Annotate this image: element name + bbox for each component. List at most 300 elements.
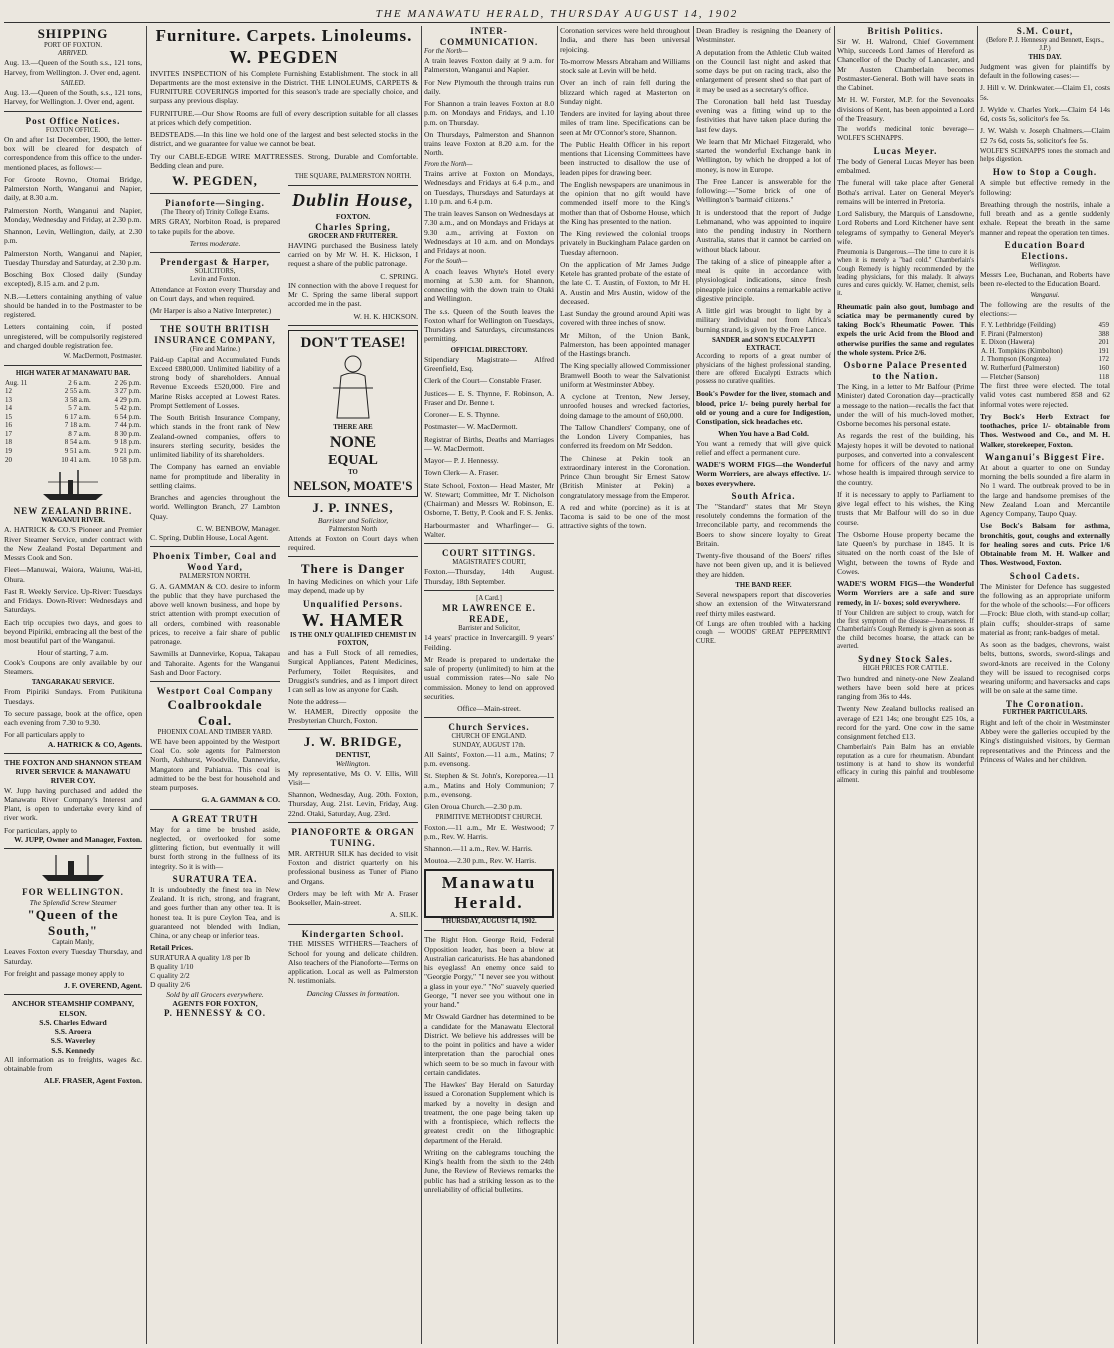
price-row: SURATURA A quality 1/8 per lb	[150, 952, 251, 962]
woods-text: Of Lungs are often troubled with a hacking cough — WOODS' GREAT PEPPERMINT CURE.	[696, 620, 831, 645]
levin-text: Levin and Foxton.	[189, 276, 241, 284]
news-item: The Minister for Defence has suggested the following as an appropriate uniform for the whole of the schools:—For officers—Frock: Blue cloth, with stand-up collar; plain cuffs; shoulder-straps of same material as front; rank-badges of metal.	[980, 581, 1110, 637]
north-label: For the North—	[424, 47, 468, 55]
this-day-heading: THIS DAY.	[1028, 53, 1062, 61]
visits-text: Shannon, Wednesday, Aug. 20th. Foxton, Thursday, Aug. 21st. Levin, Friday, Aug. 22nd. Otaki, Saturday, Aug. 23rd.	[288, 790, 418, 818]
news-item: It is understood that the report of Judge Lehmanand, who was appointed to inquire into the pending industry in Northern Australia, states that it cannot be carried on without black labour.	[696, 207, 831, 254]
coalbrook-heading: Coalbrookdale Coal.	[167, 696, 263, 728]
post-text: For Groote Rovno, Otomai Bridge, Palmerston North, Wanganui and Napier, daily, at 8.30 a.m.	[4, 174, 142, 203]
tide-cell: 8 54 a.m.	[64, 438, 91, 447]
palmerston-text: Palmerston North	[328, 525, 378, 533]
south-africa-heading: South Africa.	[731, 490, 796, 501]
tide-row	[4, 396, 142, 405]
westport-heading: Westport Coal Company	[156, 686, 274, 697]
ship-name: S.S. Aroera	[54, 1027, 92, 1037]
jupp-text: W. Jupp having purchased and added the Manawatu River Company's Interest and Plant, is open to undertake every kind of river work.	[4, 785, 142, 823]
charles-heading: Charles Spring,	[315, 221, 391, 232]
result-row	[980, 355, 1110, 364]
vote-count: 201	[1098, 338, 1109, 347]
big-fire-heading: Wanganui's Biggest Fire.	[984, 451, 1106, 462]
british-politics-heading: British Politics.	[867, 26, 944, 36]
mag-court-heading: MAGISTRATE'S COURT,	[452, 559, 526, 567]
news-item: On the application of Mr James Judge Ketele has granted probate of the estate of the late C. T. Austin, of Foxton, to Mr H. A. Austin and Mrs Austin, widow of the deceased.	[560, 259, 690, 306]
directory-entry: Justices— E. S. Thynne, F. Robinson, A. Fraser and Dr. Benne t.	[424, 388, 554, 407]
tide-cell: 14	[5, 404, 12, 413]
foxton-heading: FOXTON.	[335, 212, 371, 222]
wellington-text: Wellington.	[335, 759, 371, 769]
tide-cell: 2 26 p.m.	[114, 378, 141, 387]
spring-local-agent: C. Spring, Dublin House, Local Agent.	[150, 533, 269, 543]
great-truth-text: May for a time be brushed aside, neglected, or overlooked for some glittering fiction, but eventually it will burst forth strong in the fullness of its integrity. So it is with—	[150, 824, 280, 871]
tide-row	[4, 404, 142, 413]
column-rule	[146, 26, 147, 1344]
ship-name: S.S. Charles Edward	[39, 1017, 107, 1027]
news-item: Over an inch of rain fell during the blizzard which raged at Masterton on Sunday night.	[560, 78, 690, 106]
directory-entry: Harbourmaster and Wharfinger— G. Walter.	[424, 520, 554, 539]
tide-cell: 6 54 p.m.	[114, 412, 141, 421]
case-item: J. Hill v. W. Drinkwater.—Claim £1, costs 5s.	[980, 83, 1110, 102]
pain-balm-text: Chamberlain's Pain Balm has an enviable reputation as a cure for rheumatism. Abundant testimony is at hand to show its wonderful efficacy in curing this painful and troublesome ailment.	[837, 744, 974, 785]
nelson-moate-text: NELSON, MOATE'S	[293, 477, 413, 493]
news-item: Tenders are invited for laying about three miles of tram line. Specifications can be seen at Mr O'Connor's store, Shannon.	[560, 109, 690, 137]
tide-cell: 19	[5, 447, 12, 456]
candidate-name: F. Pirani (Palmerston)	[981, 329, 1043, 338]
wolfe-text: The world's medicinal tonic beverage—WOLFE'S SCHNAPPS.	[837, 126, 974, 142]
fraser-signature: ALF. FRASER, Agent Foxton.	[43, 1076, 142, 1086]
masthead-rule	[4, 22, 1110, 23]
reade-heading: MR LAWRENCE E. READE,	[442, 603, 536, 625]
westport-text: WE have been appointed by the Westport Coal Co. sole agents for Palmerston North, Ashhurst, Woodville, Dannevirke, Mangatoro and Pahiatua. This coal is admitted to be the best for household and steam purposes.	[150, 736, 280, 793]
directory-entry: Stipendiary Magistrate— Alfred Greenfield, Esq.	[424, 354, 554, 374]
phoenix-heading: Phoenix Timber, Coal and Wood Yard,	[152, 551, 278, 573]
phoenix-location: PALMERSTON NORTH.	[179, 573, 251, 581]
band-reef-heading: THE BAND REEF.	[735, 581, 792, 589]
there-are-text: THERE ARE	[333, 424, 373, 432]
news-item: If it is necessary to apply to Parliament to give legal effect to his wishes, the King trusts that Mr Balfour will do so in due course.	[837, 489, 974, 527]
column-8	[980, 26, 1110, 1344]
case-item: J. W. Walsh v. Joseph Chalmers.—Claim £2 7s 6d, costs 5s, solicitor's fee 5s.	[980, 126, 1110, 145]
queen-heading: "Queen of the South,"	[27, 907, 119, 939]
bock-balsam-text: Use Bock's Balsam for asthma, bronchitis, gout, coughs and externally for healing sores and cuts. Price 1/6 Obtainable from M. H. Walker and Thos. Westwood, Foxton.	[980, 521, 1110, 568]
official-heading: OFFICIAL DIRECTORY.	[450, 346, 528, 354]
danger-heading: There is Danger	[300, 561, 406, 577]
directory-entry: Town Clerk— A. Fraser.	[424, 468, 499, 478]
result-row	[980, 364, 1110, 373]
suratura-heading: SURATURA TEA.	[172, 873, 258, 884]
jupp-apply: For particulars, apply to	[4, 825, 77, 835]
office-text: Office—Main-street.	[457, 704, 521, 714]
cold-text: You want a remedy that will give quick relief and effect a permanent cure.	[696, 438, 831, 457]
fleet-text: Fleet—Manuwai, Waiora, Waiunu, Wai-iti, Ohura.	[4, 565, 142, 584]
result-row	[980, 373, 1110, 382]
tide-cell: 5 7 a.m.	[68, 404, 91, 413]
issue-date: THURSDAY, AUGUST 14, 1902.	[441, 918, 537, 926]
vote-count: 172	[1098, 355, 1109, 364]
masthead: THE MANAWATU HERALD, THURSDAY AUGUST 14, 1902	[375, 8, 739, 20]
train-text: Trains arrive at Foxton on Mondays, Wednesdays and Fridays at 6.4 p.m., and on Tuesdays, Thursdays and Saturdays at 1.10 p.m. and 6.4 p.m.	[424, 169, 554, 206]
news-item: Lord Salisbury, the Marquis of Lansdowne, Lord Roberts and Lord Kitchener have sent telegrams of sympathy to General Meyer's wife.	[837, 209, 974, 246]
shipping-heading: SHIPPING	[37, 26, 109, 41]
sm-court-heading: S.M. Court,	[1016, 26, 1074, 36]
column-2	[150, 26, 418, 1344]
news-item: Messrs Lee, Buchanan, and Roberts have been re-elected to the Education Board.	[980, 270, 1110, 289]
candidate-name: W. Rutherfurd (Palmerston)	[981, 364, 1060, 372]
sailed-text: Aug. 13.—Queen of the South, s.s., 121 tons, Harvey, for Wellington. J. Over end, agent.	[4, 88, 142, 107]
news-item: The King reviewed the colonial troops privately in Buckingham Palace garden on Tuesday afternoon.	[560, 229, 690, 257]
further-heading: FURTHER PARTICULARS.	[1002, 709, 1088, 717]
hatrick-agent: A. HATRICK & CO, Agents.	[47, 739, 142, 749]
news-item: The taking of a slice of pineapple after a meal is quite in accordance with physiological indications, since fresh pineapple juice contains a remarkable active digestive principle.	[696, 256, 831, 303]
case-item: J. Wylde v. Charles York.—Claim £4 14s 6d, costs 5s, solicitor's fee 5s.	[980, 104, 1110, 124]
silk-text: MR. ARTHUR SILK has decided to visit Foxton and district quarterly on his professional business as Tuner of Piano and Organs.	[288, 848, 418, 886]
suratura-text: It is undoubtedly the finest tea in New Zealand. It is rich, strong, and fragrant, and goes further than any other tea. It is honest tea. It is pure Ceylon Tea, and is guaranteed not blended with Indian, China, or any cheap or inferior teas.	[150, 884, 280, 941]
tide-cell: 2 55 a.m.	[64, 387, 91, 396]
attends-text: Attends at Foxton on Court days when required.	[288, 533, 418, 553]
coronation-heading: The Coronation.	[1005, 698, 1085, 709]
price-row: D quality 2/6	[150, 980, 191, 990]
before-text: (Before P. J. Hennessy and Bennett, Esqrs., J.P.)	[986, 36, 1104, 53]
tide-cell: 13	[5, 395, 12, 404]
tide-cell: 4 29 p.m.	[114, 395, 141, 404]
pegden-text: INVITES INSPECTION of his Complete Furnishing Establishment. The stock in all Departments are the most extensive in the District. THE LINOLEUMS, CARPETS & FURNITURE COVERINGS imported for this season's trade are specially choice, and surpass any previous display.	[150, 68, 418, 106]
tangarakau-text: From Pipiriki Sundays. From Putikituna Tuesdays.	[4, 687, 142, 706]
news-item: Dean Bradley is resigning the Deanery of Westminster.	[696, 26, 831, 45]
freight-text: For freight and passage money apply to	[4, 968, 125, 978]
tide-cell: 5 42 p.m.	[114, 404, 141, 413]
candidate-name: F. Y. Lethbridge (Feilding)	[981, 321, 1056, 330]
sold-text: Sold by all Grocers everywhere.	[166, 989, 264, 999]
tide-cell: 15	[5, 412, 12, 421]
danger-text: In having Medicines on which your Life may depend, made up by	[288, 577, 418, 596]
solicitors-text: SOLICITORS,	[194, 268, 236, 276]
tide-cell: 12	[5, 387, 12, 396]
hamer-heading: W. HAMER	[301, 609, 405, 630]
service-text: Foxton.—11 a.m., Mr E. Westwood; 7 p.m., Rev. W. Harris.	[424, 822, 554, 841]
kindergarten-heading: Kindergarten School.	[301, 928, 405, 939]
ship-name: S.S. Kennedy	[51, 1045, 95, 1055]
to-text: TO	[348, 469, 358, 477]
judgment-text: Judgment was given for plaintiffs by default in the following cases:—	[980, 61, 1110, 81]
postmaster-signature: W. MacDermott, Postmaster.	[63, 353, 142, 361]
port-heading: PORT OF FOXTON.	[43, 41, 103, 49]
train-text: The s.s. Queen of the South leaves the Foxton wharf for Wellington on Tuesdays, Thursdays and Saturdays, circumstances permitting.	[424, 306, 554, 344]
result-row	[980, 338, 1110, 347]
trip-text: Each trip occupies two days, and goes to beyond Pipiriki, embracing all the best of the most beautiful part of the Wanganui.	[4, 617, 142, 646]
post-text: Shannon, Levin, Wellington, daily, at 2.30 p.m.	[4, 227, 142, 246]
hour-text: Hour of starting, 7 a.m.	[37, 648, 109, 658]
anchor-info: All information as to freights, wages &c. obtainable from	[4, 1054, 142, 1074]
osborne-heading: Osborne Palace Presented to the Nation.	[843, 360, 968, 382]
tide-cell: 7 18 a.m.	[64, 421, 91, 430]
directory-entry: Coroner— E. S. Thynne.	[424, 410, 500, 420]
gamman-text: G. A. GAMMAN & CO. desire to inform the public that they have purchased the above well known business, and hope by strict attention with prompt execution of all orders, combined with reasonable prices, to receive a fair share of public patronage.	[150, 581, 280, 647]
sb-text: The Company has earned an enviable name for promptitude and liberality in settling claims.	[150, 462, 280, 490]
bock-herb-text: Try Bock's Herb Extract for toothaches, price 1/- obtainable from Thos. Westwood and Co., and M. H. Walker, storekeeper, Foxton.	[980, 411, 1110, 449]
phoenix-yard: PHOENIX COAL AND TIMBER YARD.	[157, 728, 273, 736]
cold-heading: When You have a Bad Cold.	[718, 429, 809, 439]
candidate-name: — Fletcher (Sanson)	[981, 372, 1040, 381]
reade-text: 14 years' practice in Invercargill. 9 years' Feilding.	[424, 633, 554, 652]
tide-cell: Aug. 11	[5, 378, 28, 387]
lucas-meyer-heading: Lucas Meyer.	[873, 145, 938, 156]
dentist-text: DENTIST,	[335, 750, 371, 760]
sb-text: Branches and agencies throughout the world. Wellington Branch, 27 Lambton Quay.	[150, 493, 280, 521]
tangarakau-heading: TANGARAKAU SERVICE.	[31, 679, 115, 687]
news-item: The Public Health Officer in his report mentions that Licensing Committees have been instructed to disallow the use of leaden pipes for drawing beer.	[560, 139, 690, 177]
cook-text: Cook's Coupons are only available by our Steamers.	[4, 657, 142, 676]
post-text: N.B.—Letters containing anything of value should be handed in to the Postmaster to be registered.	[4, 291, 142, 320]
column-5	[560, 26, 690, 1344]
service-text: All Saints', Foxton.—11 a.m., Matins; 7 p.m. evensong.	[424, 749, 554, 769]
wellington-label: Wellington.	[1029, 261, 1061, 269]
article-text: The Right Hon. George Reid, Federal Opposition leader, has been a blow at Australian caricaturists. He has abandoned his eyeglass! An enemy once said to "Georgie Porgy," "I never see you without a glass in your eye." "No" suavely queried George, "I never see you without one in your hand."	[424, 935, 554, 1010]
post-text: Palmerston North, Wanganui and Napier, Monday, Wednesday and Friday, at 2.30 p.m.	[4, 205, 142, 224]
result-row	[980, 347, 1110, 356]
pneumonia-text: Pneumonia is Dangerous.—The time to cure it is when it is merely a "bad cold." Chamberlain's Cough Remedy is highly recommended by the leading physicians, for this malady. It always cures and cures quickly. W. Hamer, chemist, sells it.	[837, 249, 974, 298]
column-6	[696, 26, 831, 1344]
foxton-shannon-heading: THE FOXTON AND SHANNON STEAM RIVER SERVICE & MANAWATU RIVER COY.	[4, 757, 142, 786]
stop-cough-heading: How to Stop a Cough.	[992, 167, 1098, 178]
dont-tease-heading: DON'T TEASE!	[300, 334, 406, 351]
retail-heading: Retail Prices.	[150, 943, 194, 953]
gray-text: MRS GRAY, Norbiton Road, is prepared to take pupils for the above.	[150, 217, 280, 236]
tide-cell: 9 18 p.m.	[114, 438, 141, 447]
bridge-heading: J. W. BRIDGE,	[303, 734, 403, 750]
coe-heading: CHURCH OF ENGLAND.	[451, 733, 527, 741]
spring-text: HAVING purchased the Business lately carried on by Mr W. H. K. Hickson, I request a share of the public patronage.	[288, 240, 418, 269]
news-item: The funeral will take place after General Botha's arrival. Later on General Meyer's remains will be interred in Pretoria.	[837, 178, 974, 206]
news-item: Mr H. W. Forster, M.P. for the Sevenoaks divisions of Kent, has been appointed a Lord of the Treasury.	[837, 95, 974, 123]
tide-cell: 20	[5, 455, 12, 464]
news-item: Sir W. H. Walrond, Chief Government Whip, succeeds Lord James of Hereford as Chancellor of the Duchy of Lancaster, and Mr Austen Chamberlain becomes Postmaster-General. Both will have seats in the Cabinet.	[837, 36, 974, 93]
article-text: Writing on the cablegrams touching the King's health from the sixth to the 24th June, the Review of Reviews remarks the public has had a striking lesson as to the unreliability of official bulletins.	[424, 1147, 554, 1194]
sailed-label: SAILED.	[60, 79, 86, 87]
news-item: Several newspapers report that discoveries show an extension of the Witwatersrand reef thirty miles eastward.	[696, 590, 831, 618]
benbow-signature: C. W. BENBOW, Manager.	[196, 523, 280, 533]
jupp-signature: W. JUPP, Owner and Manager, Foxton.	[14, 834, 142, 844]
news-item: The body of General Lucas Meyer has been embalmed.	[837, 156, 974, 175]
innes-heading: J. P. INNES,	[312, 500, 394, 516]
news-item: The Osborne House property became the late Queen's by purchase in 1845. It is situated on the north coast of the Isle of Wight, between the towns of Ryde and Cowes.	[837, 529, 974, 576]
sydney-heading: Sydney Stock Sales.	[858, 654, 953, 665]
spring-signature: C. SPRING.	[380, 271, 418, 281]
news-item: Right and left of the choir in Westminster Abbey were the galleries occupied by the King's distinguished visitors, by German representatives and the Princess and the Princess of Wales and her children.	[980, 717, 1110, 764]
book-powder-text: Book's Powder for the liver, stomach and blood, price 1/- being purely herbal for old or young and a cure for Indigestion, Constipation, sick headaches etc.	[696, 389, 831, 427]
pegden-text: FURNITURE.—Our Show Rooms are full of every description suitable for all classes at prices which defy competition.	[150, 108, 418, 127]
hamer-address: W. HAMER, Directly opposite the Presbyterian Church, Foxton.	[288, 706, 418, 725]
sb-text: The South British Insurance Company, which stands in the front rank of New Zealand-owned companies, offers to insurers sterling security, besides the unlimited liability of its shareholders.	[150, 413, 280, 460]
for-wellington-heading: FOR WELLINGTON.	[22, 887, 124, 898]
pegden-heading: W. PEGDEN	[229, 46, 339, 67]
tide-cell: 6 17 a.m.	[64, 412, 91, 421]
train-text: For New Plymouth the through trains run daily.	[424, 77, 554, 96]
vote-count: 118	[1098, 372, 1109, 381]
church-heading: Church Services.	[448, 722, 530, 733]
wanganui-label: Wanganui.	[1030, 291, 1060, 299]
south-label: For the South—	[424, 258, 468, 266]
hickson-signature: W. H. K. HICKSON.	[353, 311, 418, 321]
furniture-banner: Furniture. Carpets. Linoleums.	[155, 26, 413, 45]
reade-sub: Barrister and Solicitor,	[458, 625, 520, 633]
rheumatic-text: Rheumatic pain also gout, lumbago and sciatica may be permanently cured by taking Bock's Rheumatic Power. This expels the uric Acid from the Blood and otherwise purifies the same and regulates the whole system. Price 2/6.	[837, 301, 974, 357]
tide-row	[4, 387, 142, 396]
tide-cell: 9 51 a.m.	[64, 447, 91, 456]
post-office-sub: FOXTON OFFICE.	[45, 126, 101, 134]
stop-cough-text: A simple but effective remedy in the following:	[980, 178, 1110, 197]
news-item: The "Standard" states that Mr Steyn resolutely condemns the formation of the Irreconcilable party, and recommends the Boers to show sincere loyalty to Great Britain.	[696, 501, 831, 548]
news-item: The Coronation ball held last Tuesday evening was a fitting wind up to the festivities that have taken place during the last few days.	[696, 96, 831, 134]
hatrick-text: A. HATRICK & CO.'S Pioneer and Premier River Steamer Service, under contract with the New Zealand Postal Department and Messrs Cook and Son.	[4, 525, 142, 563]
piano-heading: Pianoforte—Singing.	[165, 198, 265, 209]
post-office-heading: Post Office Notices.	[25, 115, 121, 126]
hennessy-heading: P. HENNESSY & CO.	[163, 1008, 267, 1019]
news-item: As regards the rest of the building, his Majesty hopes it will be devoted to national purposes, and converted into a convalescent home for officers of the navy and army whose health is impaired through service to the country.	[837, 431, 974, 487]
wolfe-text: WOLFE'S SCHNAPPS tones the stomach and helps digestion.	[980, 147, 1110, 164]
tide-row	[4, 413, 142, 422]
post-text: Bosching Box Closed daily (Sunday excepted), 8.15 a.m. and 2 p.m.	[4, 270, 142, 289]
pegden-address: THE SQUARE, PALMERSTON NORTH.	[294, 173, 412, 181]
passage-text: To secure passage, book at the office, open each evening from 7.30 to 9.30.	[4, 708, 142, 728]
news-item: The Tallow Chandlers' Company, one of the London Livery Companies, has conferred its freedom on Mr Seddon.	[560, 422, 690, 451]
captain-text: Captain Manly,	[52, 939, 94, 947]
news-item: Coronation services were held throughout India, and there has been universal rejoicing.	[560, 26, 690, 54]
train-text: On Thursdays, Palmerston and Shannon trains leave Foxton at 8.20 a.m. for the North.	[424, 129, 554, 158]
ship-illustration	[38, 468, 108, 502]
train-text: A train leaves Foxton daily at 9 a.m. for Palmerston, Wanganui and Napier.	[424, 56, 554, 75]
nz-brine-heading: NEW ZEALAND BRINE.	[13, 506, 133, 517]
arrived-label: ARRIVED.	[58, 50, 88, 58]
tide-table	[4, 379, 142, 464]
news-item: Twenty-five thousand of the Boers' rifles have not been given up, and it is believed they are hidden.	[696, 551, 831, 579]
tide-cell: 16	[5, 421, 12, 430]
tide-cell: 10 41 a.m.	[61, 455, 91, 464]
dublin-heading: Dublin House,	[291, 190, 415, 211]
none-text: NONE	[329, 433, 377, 451]
steamer-illustration	[38, 853, 108, 883]
vote-count: 388	[1098, 329, 1109, 338]
news-item: The Chinese at Pekin took an extraordinary interest in the Coronation. Prince Chun brought Sir Ernest Satow (British Minister at Pekin) a congratulatory message from the Emperor.	[560, 453, 690, 500]
news-item: A cyclone at Trenton, New Jersey, unroofed houses and wrecked factories, doing damage to the amount of £60,000.	[560, 392, 690, 420]
great-truth-heading: A GREAT TRUTH	[171, 813, 259, 824]
prendergast-heading: Prendergast & Harper,	[160, 257, 270, 268]
column-rule	[834, 26, 835, 1344]
column-rule	[421, 26, 422, 1344]
silk-signature: A. SILK.	[389, 910, 418, 920]
tide-cell: 2 6 a.m.	[68, 378, 91, 387]
grocer-heading: GROCER AND FRUITERER.	[308, 232, 398, 240]
news-item: The following are the results of the elections:—	[980, 299, 1110, 319]
directory-entry: Clerk of the Court— Constable Fraser.	[424, 376, 542, 386]
tide-cell: 8 30 p.m.	[114, 429, 141, 438]
tide-cell: 3 27 p.m.	[114, 387, 141, 396]
election-results-table	[980, 321, 1110, 381]
price-row: B quality 1/10	[150, 961, 194, 971]
news-item: As soon as the badges, chevrons, waist belts, buttons, swords, sword-slings and sword-knots are received in the Colony they will be issued to recognised corps wearing uniform; and haversacks and caps will be on sale at the same time.	[980, 640, 1110, 696]
news-item: Two hundred and ninety-one New Zealand wethers have been sold here at prices ranging from 36s to 44s.	[837, 673, 974, 702]
column-rule	[977, 26, 978, 1344]
candidate-name: J. Thompson (Kongotea)	[981, 355, 1051, 364]
news-item: The Free Lancer is answerable for the following:—"Some brick of one of Wellington's 'barmaid' citizens."	[696, 176, 831, 205]
news-item: A red and white (porcine) as it is at Tacoma is said to be one of the most attractive sights of the town.	[560, 502, 690, 531]
dancing-text: Dancing Classes in formation.	[306, 988, 400, 998]
agents-foxton: AGENTS FOR FOXTON,	[172, 998, 258, 1008]
croup-text: If Your Children are subject to croup, watch for the first symptom of the disease—hoarseness. If Chamberlain's Cough Remedy is given as soon as the child becomes hoarse, the attack can be averted.	[837, 609, 974, 650]
anchor-heading: ANCHOR STEAMSHIP COMPANY,	[11, 999, 135, 1009]
result-row	[980, 321, 1110, 330]
directory-entry: Registrar of Births, Deaths and Marriages— W. MacDermott.	[424, 434, 554, 453]
directory-entry: Mayor— P. J. Hennessy.	[424, 456, 499, 466]
tide-row	[4, 421, 142, 430]
nelson-moate-ad	[288, 330, 418, 498]
news-item: A deputation from the Athletic Club waited on the Council last night and asked that some days be put on racing track, also the enlargement of present shed so that part of it may be used as a secretary's office.	[696, 47, 831, 94]
tide-heading: HIGH WATER AT MANAWATU BAR.	[15, 370, 131, 378]
post-text: On and after 1st December, 1900, the letter-box will be cleared for despatch of correspondence from this office to the under-mentioned places, as follows:—	[4, 134, 142, 172]
note-text: Note the address—	[288, 697, 347, 707]
unqualified-heading: Unqualified Persons.	[302, 598, 403, 609]
news-item: At about a quarter to one on Sunday morning the bells sounded a fire alarm in No 1 ward. The outbreak proved to be in the large and handsome premises of the New Zealand Loan and Mercantile Agency Company, Taupo Quay.	[980, 462, 1110, 519]
news-item: The King specially allowed Commissioner Bramwell Booth to wear the Salvationist uniform at Westminster Abbey.	[560, 361, 690, 389]
column-1	[4, 26, 142, 1344]
news-item: Last Sunday the ground around Apiti was covered with three inches of snow.	[560, 309, 690, 328]
news-item: The English newspapers are unanimous in the opinion that no gift would have commended itself more to the King's mother than that of Osborne House, which the King has presented to the nation.	[560, 179, 690, 226]
directory-entry: Postmaster— W. MacDermott.	[424, 422, 518, 432]
train-text: The train leaves Sanson on Wednesdays at 7.30 a.m., and on Mondays and Fridays at 9.30 a.m., arriving at Foxton on Wednesdays at 10 a.m. and on Mondays and Fridays at noon.	[424, 209, 554, 255]
service-text: Glen Oroua Church.—2.30 p.m.	[424, 802, 523, 812]
vote-count: 160	[1098, 364, 1109, 372]
splendid-text: The Splendid Screw Steamer	[29, 898, 117, 908]
column-rule	[693, 26, 694, 1344]
card-label: [A Card.]	[476, 594, 502, 602]
column-4	[424, 26, 554, 1344]
tide-row	[4, 379, 142, 388]
news-item: Mr Milton, of the Union Bank, Palmerston, has been appointed manager of the Hastings branch.	[560, 330, 690, 358]
tide-row	[4, 447, 142, 456]
train-text: For Shannon a train leaves Foxton at 8.0 p.m. on Mondays and Fridays, and 1.10 p.m. on Thursday.	[424, 99, 554, 127]
sander-heading: SANDER and SON'S EUCALYPTI EXTRACT.	[711, 336, 816, 353]
hickson-text: IN connection with the above I request for Mr C. Spring the same liberal support accorded me in the past.	[288, 280, 418, 309]
cadets-heading: School Cadets.	[1009, 570, 1081, 581]
sander-text: According to reports of a great number of physicians of the highest professional standing, there are offered Eucalypti Extracts which possess no curative qualities.	[696, 353, 831, 386]
insurance-heading: THE SOUTH BRITISH INSURANCE COMPANY,	[154, 324, 276, 346]
candidate-name: E. Dixon (Hawera)	[981, 338, 1035, 347]
tide-row	[4, 456, 142, 465]
train-text: A coach leaves Whyte's Hotel every morning at 5.30 a.m. for Shannon, connecting with the down train to Otaki and Wellington.	[424, 266, 554, 304]
elson-text: ELSON.	[59, 1008, 87, 1018]
column-7	[837, 26, 974, 1344]
tide-cell: 17	[5, 429, 12, 438]
overend-signature: J. F. OVEREND, Agent.	[64, 981, 142, 991]
article-text: The Hawkes' Bay Herald on Saturday issued a Coronation Supplement which is marked by a novelty in design and treatment, the one page being taken up with a frontispiece, which reflects the greatest credit on the lithographic department of the Herald.	[424, 1080, 554, 1145]
rep-text: My representative, Ms O. V. Ellis, Will Visit—	[288, 768, 418, 787]
tide-cell: 9 21 p.m.	[114, 447, 141, 456]
education-heading: Education Board Elections.	[1004, 239, 1086, 261]
stop-cough-text: Breathing through the nostrils, inhale a full breath and as a gentle suddenly exhale. Repeat the breath in the same manner and repeat the operation ten times.	[980, 199, 1110, 237]
service-text: Shannon.—11 a.m., Rev. W. Harris.	[424, 844, 533, 854]
post-text: Letters containing coin, if posted unregistered, will be compulsorily registered and charged double registration fee.	[4, 322, 142, 350]
intercom-heading: INTER-COMMUNICATION.	[439, 26, 539, 47]
attend-text: Attendance at Foxton every Thursday and on Court days, and when required.	[150, 284, 280, 303]
court-heading: COURT SITTINGS.	[441, 548, 537, 559]
silk-text: Orders may be left with Mr A. Fraser Bookseller, Main-street.	[288, 888, 418, 908]
pegden-signature: W. PEGDEN,	[172, 173, 258, 189]
post-text: Palmerston North, Wanganui and Napier, Tuesday Thursday and Saturday, at 2.30 p.m.	[4, 248, 142, 267]
wanganui-river-heading: WANGANUI RIVER.	[41, 517, 105, 525]
price-row: C quality 2/2	[150, 971, 190, 981]
tide-row	[4, 430, 142, 439]
particulars-text: For all particulars apply to	[4, 730, 85, 740]
piano-tuning-heading: PIANOFORTE & ORGAN TUNING.	[291, 826, 415, 848]
piano-sub: (The Theory of) Trinity College Exams.	[160, 209, 270, 217]
